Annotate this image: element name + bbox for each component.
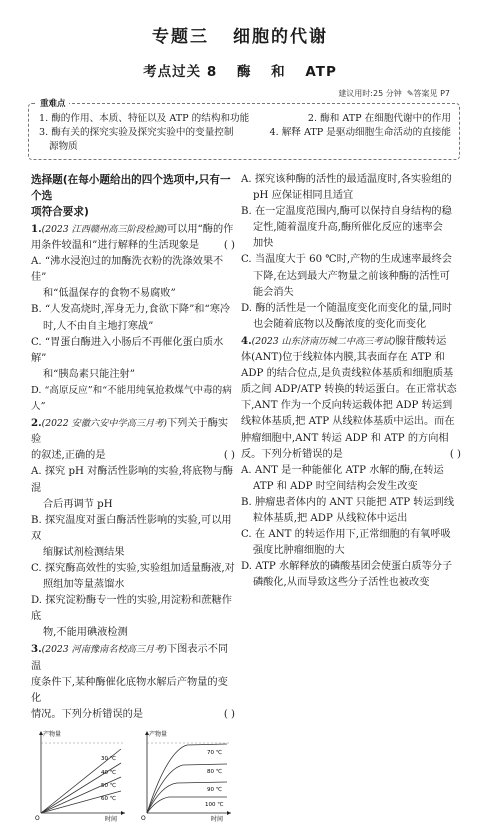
time-hint-text: 建议用时:25 分钟 xyxy=(338,89,402,98)
time-hint xyxy=(338,88,450,99)
q4-number: 4. xyxy=(241,334,252,347)
q2-a-line1: A. 探究 pH 对酶活性影响的实验,将底物与酶混 xyxy=(31,466,233,494)
q3-c-line2: 下降,在达到最大产物量之前该种酶的活性可 xyxy=(253,270,450,282)
q3-option-c[interactable] xyxy=(241,252,461,300)
q2-a-line2: 合后再调节 pH xyxy=(43,498,113,510)
graph2-xlabel: 时间 xyxy=(211,815,224,823)
graph-high-temperatures xyxy=(137,727,235,823)
x-axis-arrow-icon xyxy=(121,811,125,815)
section-label: 考点过关 8 xyxy=(143,64,218,80)
q4-d-line1: D. ATP 水解释放的磷酸基团会使蛋白质等分子 xyxy=(241,561,453,573)
keypoint-1: 1. 酶的作用、本质、特征以及 ATP 的结构和功能 xyxy=(39,113,250,124)
q1-option-c[interactable] xyxy=(31,335,235,383)
q2-d-line1: D. 探究淀粉酶专一性的实验,用淀粉和蔗糖作底 xyxy=(31,595,232,623)
pencil-icon: ✎ xyxy=(406,89,414,98)
q2-b-line1: B. 探究温度对蛋白酶活性影响的实验,可以用双 xyxy=(31,514,232,542)
q1-a-line1: A. “沸水浸泡过的加酶洗衣粉的洗涤效果不佳” xyxy=(31,256,224,284)
q2-source: (2022 安徽六安中学高三月考) xyxy=(41,418,167,430)
curve-60c xyxy=(41,791,121,813)
q4-option-b[interactable] xyxy=(241,495,461,527)
q2-stem2: 的叙述,正确的是 xyxy=(31,450,106,462)
q3-b-line3: 加快 xyxy=(253,238,274,250)
q3-option-d[interactable] xyxy=(241,301,461,333)
q1-a-line2: 和“低温保存的食物不易腐败” xyxy=(43,288,176,300)
label-40c: 40 ℃ xyxy=(101,769,116,776)
topic-label: 专题三 xyxy=(152,27,210,47)
q3-option-b[interactable] xyxy=(241,204,461,252)
q4-a-line1: A. ANT 是一种能催化 ATP 水解的酶,在转运 xyxy=(241,464,444,476)
label-30c: 30 ℃ xyxy=(101,755,116,762)
q4-stem8: 反。下列分析错误的是 xyxy=(241,448,343,460)
q2-answer-paren: ( ) xyxy=(223,450,235,462)
q1-option-a[interactable] xyxy=(31,254,235,302)
q4-stem1: 腺苷酸转运 xyxy=(395,335,447,347)
q2-stem1: 下列关于酶实验 xyxy=(31,418,229,446)
q3-stem2: 度条件下,某种酶催化底物水解后产物量的变化 xyxy=(31,676,228,704)
keypoint-4-cont: 源物质 xyxy=(49,141,78,152)
q3-c-line3: 能会消失 xyxy=(253,286,294,298)
q3-b-line1: B. 在一定温度范围内,酶可以保持自身结构的稳 xyxy=(241,206,452,218)
label-100c: 100 ℃ xyxy=(205,801,224,808)
q4-stem3: ADP 的结合位点,是负责线粒体基质和细胞质基 xyxy=(241,368,454,380)
q4-b-line1: B. 肿瘤患者体内的 ANT 只能把 ATP 转运到线 xyxy=(241,496,455,508)
q3-graphs xyxy=(31,727,235,823)
graph1-ylabel: 产物量 xyxy=(43,730,62,738)
q4-option-a[interactable] xyxy=(241,463,461,495)
q3-number: 3. xyxy=(31,643,42,656)
q1-stem2: 用条件较温和”进行解释的生活现象是 xyxy=(31,240,200,252)
q3-source: (2023 河南豫南名校高三月考) xyxy=(41,644,167,656)
q2-number: 2. xyxy=(31,417,42,430)
q4-source: (2023 山东济南历城二中高三考试) xyxy=(251,335,396,347)
q4-option-d[interactable] xyxy=(241,559,461,591)
q3-a-line2: pH 应保证相同且适宜 xyxy=(253,190,354,202)
q4-stem2: 体(ANT)位于线粒体内膜,其表面存在 ATP 和 xyxy=(241,352,445,364)
section-word-and: 和 xyxy=(271,64,286,80)
graph1-origin: O xyxy=(35,814,40,822)
section-heading xyxy=(31,172,235,220)
section-heading-line1: 选择题(在每小题给出的四个选项中,只有一个选 xyxy=(31,174,231,202)
q1-source: (2023 江西赣州高三阶段检测) xyxy=(41,224,167,235)
q4-stem4: 质之间 ADP/ATP 转换的转运蛋白。在正常状态 xyxy=(241,384,457,396)
q4-c-line1: C. 在 ANT 的转运作用下,正常细胞的有氧呼吸 xyxy=(241,529,451,541)
question-2 xyxy=(31,415,235,641)
question-1 xyxy=(31,221,235,415)
q3-stem3: 情况。下列分析错误的是 xyxy=(31,708,144,720)
q2-c-line1: C. 探究酶高效性的实验,实验组加适量酶液,对 xyxy=(31,562,235,574)
keypoint-2: 2. 酶和 ATP 在细胞代谢中的作用 xyxy=(307,113,451,124)
keypoints-box xyxy=(28,99,460,160)
label-70c: 70 ℃ xyxy=(207,749,222,756)
q1-option-b[interactable] xyxy=(31,302,235,334)
q2-option-a[interactable] xyxy=(31,464,235,512)
section-title xyxy=(0,60,480,80)
label-80c: 80 ℃ xyxy=(207,768,222,775)
q2-option-d[interactable] xyxy=(31,593,235,641)
keypoint-3: 3. 酶有关的探究实验及探究实验中的变量控制 xyxy=(39,127,234,138)
left-column xyxy=(31,172,235,823)
question-4 xyxy=(241,333,461,592)
q1-number: 1. xyxy=(31,223,42,235)
q4-stem7: 肿瘤细胞中,ANT 转运 ADP 和 ATP 的方向相 xyxy=(241,432,449,444)
keypoints-label: 重难点 xyxy=(37,97,69,111)
section-heading-line2: 项符合要求) xyxy=(31,206,89,218)
q2-c-line2: 照组加等量蒸馏水 xyxy=(43,579,125,591)
q3-stem1: 下图表示不同温 xyxy=(31,644,229,672)
keypoint-4: 4. 解释 ATP 是驱动细胞生命活动的直接能 xyxy=(269,127,451,138)
label-90c: 90 ℃ xyxy=(207,786,222,793)
label-60c: 60 ℃ xyxy=(101,795,116,802)
section-word-enzyme: 酶 xyxy=(236,64,252,80)
q4-b-line2: 粒体基质,把 ADP 从线粒体中运出 xyxy=(253,512,408,524)
q1-c-line1: C. “胃蛋白酶进入小肠后不再催化蛋白质水解” xyxy=(31,336,224,364)
q2-d-line2: 物,不能用碘液检测 xyxy=(43,627,128,639)
graph1-xlabel: 时间 xyxy=(105,815,118,823)
graph2-origin: O xyxy=(141,814,146,822)
q3-answer-paren: ( ) xyxy=(223,708,235,720)
q3-c-line1: C. 当温度大于 60 ℃时,产物的生成速率最终会 xyxy=(241,254,452,266)
q2-b-line2: 缩脲试剂检测结果 xyxy=(43,546,125,558)
q3-b-line2: 定性,随着温度升高,酶所催化反应的速率会 xyxy=(253,222,443,234)
q4-a-line2: ATP 和 ADP 时空间结构会发生改变 xyxy=(253,480,418,492)
q1-b-line1: B. “人发高烧时,浑身无力,食欲下降”和“寒冷 xyxy=(31,304,231,316)
q1-stem1: 可以用“酶的作 xyxy=(167,224,234,235)
q3-option-a[interactable] xyxy=(241,172,461,204)
q4-option-c[interactable] xyxy=(241,527,461,559)
q4-stem5: 下,ANT 作为一个反向转运载体把 ADP 转运到 xyxy=(241,400,453,412)
q3-d-line1: D. 酶的活性是一个随温度变化而变化的量,同时 xyxy=(241,302,453,314)
label-50c: 50 ℃ xyxy=(101,782,116,789)
q1-answer-paren: ( ) xyxy=(223,240,235,252)
q4-answer-paren: ( ) xyxy=(449,448,461,460)
answer-ref: 答案见 P7 xyxy=(413,89,450,98)
q1-c-line2: 和“胰岛素只能注射” xyxy=(43,368,135,380)
q2-option-c[interactable] xyxy=(31,561,235,593)
graph2-ylabel: 产物量 xyxy=(149,730,168,738)
q3-a-line1: A. 探究该种酶的活性的最适温度时,各实验组的 xyxy=(241,174,452,185)
topic-title: 细胞的代谢 xyxy=(232,27,328,47)
q1-option-d[interactable] xyxy=(31,383,235,415)
graph-low-temperatures xyxy=(31,727,129,823)
q1-d-line1: D. “高原反应”和“不能用纯氧抢救煤气中毒的病人” xyxy=(31,384,232,413)
section-word-atp: ATP xyxy=(305,64,337,80)
q3-d-line2: 也会随着底物以及酶浓度的变化而变化 xyxy=(253,318,427,330)
q4-c-line2: 强度比肿瘤细胞的大 xyxy=(253,545,345,557)
q4-stem6: 线粒体基质,把 ATP 从线粒体基质中运出。而在 xyxy=(241,416,455,428)
q2-option-b[interactable] xyxy=(31,513,235,561)
q1-b-line2: 时,人不由自主地打寒战” xyxy=(43,320,154,332)
question-3 xyxy=(31,641,235,822)
q4-d-line2: 磷酸化,从而导致这些分子活性也被改变 xyxy=(253,577,430,589)
page-title xyxy=(0,22,480,47)
right-column xyxy=(241,172,461,591)
x-axis-arrow-icon xyxy=(227,811,231,815)
